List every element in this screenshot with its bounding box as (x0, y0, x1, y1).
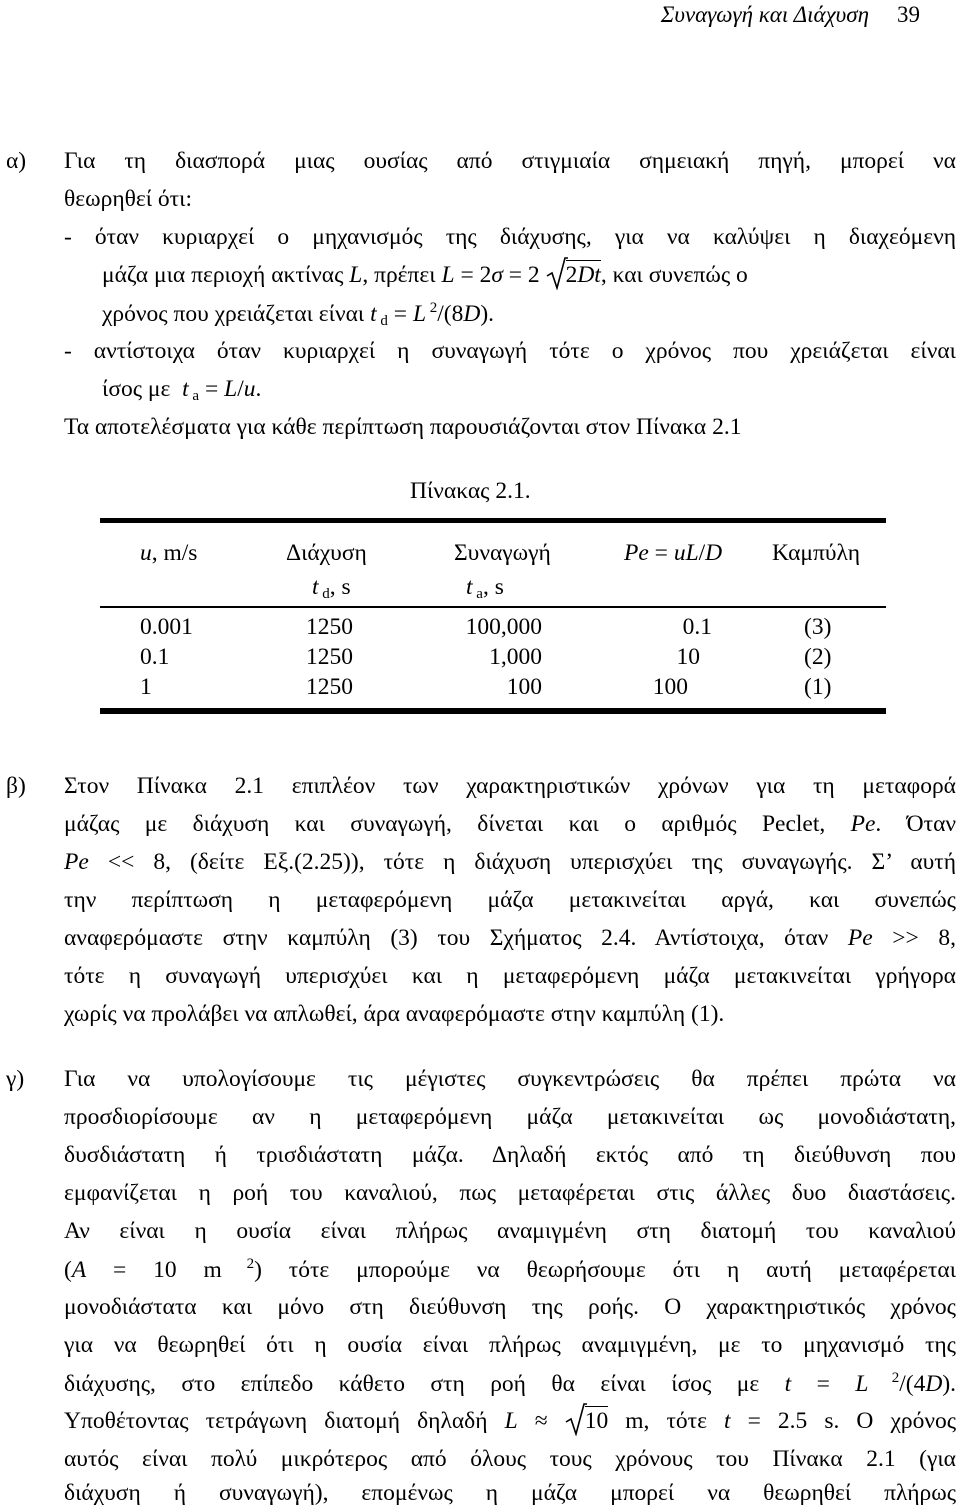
table-header-rule (100, 606, 886, 608)
table-top-rule (100, 518, 886, 523)
running-header (661, 2, 920, 28)
beta-line-3: Pe << 8, (δείτε Εξ.(2.25)), τότε η διάχυση υπερισχύει της συναγωγής. Σ’ αυτή (64, 849, 956, 875)
beta-line-6: τότε η συναγωγή υπερισχύει και η μεταφερόμενη μάζα μετακινείται γρήγορα (64, 963, 956, 989)
beta-line-2: μάζας με διάχυση και συναγωγή, δίνεται και ο αριθμός Peclet, Pe. Όταν (64, 811, 957, 837)
cell-ta: 100 (506, 674, 542, 700)
section-label-beta: β) (6, 773, 26, 799)
col-header-diffusion: Διάχυση (286, 540, 367, 566)
gamma-line-5: Αν είναι η ουσία είναι πλήρως αναμιγμένη στη διατομή του καναλιού (64, 1218, 956, 1244)
gamma-line-7: μονοδιάστατα και μόνο στη διεύθυνση της ροής. Ο χαρακτηριστικός χρόνος (64, 1294, 956, 1320)
alpha-line-8: Τα αποτελέσματα για κάθε περίπτωση παρουσιάζονται στον Πίνακα 2.1 (64, 414, 742, 440)
gamma-line-9: διάχυσης, στο επίπεδο κάθετο στη ροή θα είναι ίσος με t = L $^2$/(4D). (64, 1370, 957, 1397)
alpha-line-6: - αντίστοιχα όταν κυριαρχεί η συναγωγή τότε ο χρόνος που χρειάζεται είναι (64, 338, 956, 364)
gamma-line-2: προσδιορίσουμε αν η μεταφερόμενη μάζα μετακινείται ως μονοδιάστατη, (64, 1104, 956, 1130)
section-label-alpha: α) (6, 148, 27, 174)
cell-u: 1 (140, 674, 152, 700)
cell-pe: 10 (676, 644, 700, 670)
beta-line-4: την περίπτωση η μεταφερόμενη μάζα μετακινείται αργά, και συνεπώς (64, 887, 956, 913)
col-header-ta: t $_a$, s (466, 574, 504, 602)
col-header-advection: Συναγωγή (454, 540, 551, 566)
beta-line-1: Στον Πίνακα 2.1 επιπλέον των χαρακτηριστικών χρόνων για τη μεταφορά (64, 773, 956, 799)
alpha-line-1: Για τη διασπορά μιας ουσίας από στιγμιαία σημειακή πηγή, μπορεί να (64, 148, 956, 174)
beta-line-7: χωρίς να προλάβει να απλωθεί, άρα αναφερόμαστε στην καμπύλη (1). (64, 1001, 725, 1027)
cell-pe: 0.1 (682, 614, 712, 640)
alpha-line-2: θεωρηθεί ότι: (64, 186, 192, 212)
gamma-line-1: Για να υπολογίσουμε τις μέγιστες συγκεντρώσεις θα πρέπει πρώτα να (64, 1066, 956, 1092)
cell-td: 1250 (306, 674, 353, 700)
cell-ta: 100,000 (465, 614, 542, 640)
beta-line-5: αναφερόμαστε στην καμπύλη (3) του Σχήματος 2.4. Αντίστοιχα, όταν Pe >> 8, (64, 925, 956, 951)
alpha-line-7: ίσος με t $_a$ = L/u. (102, 376, 262, 404)
cell-curve: (3) (804, 614, 832, 640)
cell-ta: 1,000 (489, 644, 542, 670)
col-header-curve: Καμπύλη (772, 540, 860, 566)
col-header-td: t $_d$, s (312, 574, 351, 602)
cell-curve: (2) (804, 644, 832, 670)
gamma-line-10: Υποθέτοντας τετράγωνη διατομή δηλαδή L ≈ 10 m, τότε t = 2.5 s. Ο χρόνος (64, 1408, 956, 1435)
col-header-u: u, m/s (140, 540, 198, 566)
gamma-line-8: για να θεωρηθεί ότι η ουσία είναι πλήρως αναμιγμένη, με το μηχανισμό της (64, 1332, 956, 1358)
cell-pe: 100 (652, 674, 688, 700)
page-number: 39 (897, 2, 920, 27)
cell-td: 1250 (306, 644, 353, 670)
alpha-line-4: μάζα μια περιοχή ακτίνας L, πρέπει L = 2σ = 2 2Dt, και συνεπώς ο (102, 262, 748, 289)
cell-curve: (1) (804, 674, 832, 700)
gamma-line-6: (A = 10 m $^2$) τότε μπορούμε να θεωρήσουμε ότι η αυτή μεταφέρεται (64, 1256, 957, 1283)
running-title: Συναγωγή και Διάχυση (660, 2, 869, 27)
sqrt-10: 10 (565, 1408, 609, 1435)
cell-u: 0.1 (140, 644, 170, 670)
cell-u: 0.001 (140, 614, 193, 640)
section-label-gamma: γ) (6, 1066, 25, 1092)
gamma-line-12: διάχυση ή συναγωγή), επομένως η μάζα μπορεί να θεωρηθεί πλήρως (64, 1480, 956, 1506)
table-bottom-rule (100, 708, 886, 714)
col-header-pe: Pe = uL/D (624, 540, 723, 566)
gamma-line-4: εμφανίζεται η ροή του καναλιού, πως μεταφέρεται στις άλλες δυο διαστάσεις. (64, 1180, 956, 1206)
cell-td: 1250 (306, 614, 353, 640)
sqrt-2dt: 2Dt (546, 262, 601, 289)
alpha-line-3: - όταν κυριαρχεί ο μηχανισμός της διάχυσης, για να καλύψει η διαχεόμενη (64, 224, 956, 250)
alpha-line-5: χρόνος που χρειάζεται είναι t $_d$ = L $^2$/(8D). (102, 300, 495, 329)
gamma-line-3: δυσδιάστατη ή τρισδιάστατη μάζα. Δηλαδή εκτός από τη διεύθυνση που (64, 1142, 956, 1168)
gamma-line-11: αυτός είναι πολύ μικρότερος από όλους τους χρόνους του Πίνακα 2.1 (για (64, 1446, 956, 1472)
table-caption: Πίνακας 2.1. (410, 478, 531, 504)
